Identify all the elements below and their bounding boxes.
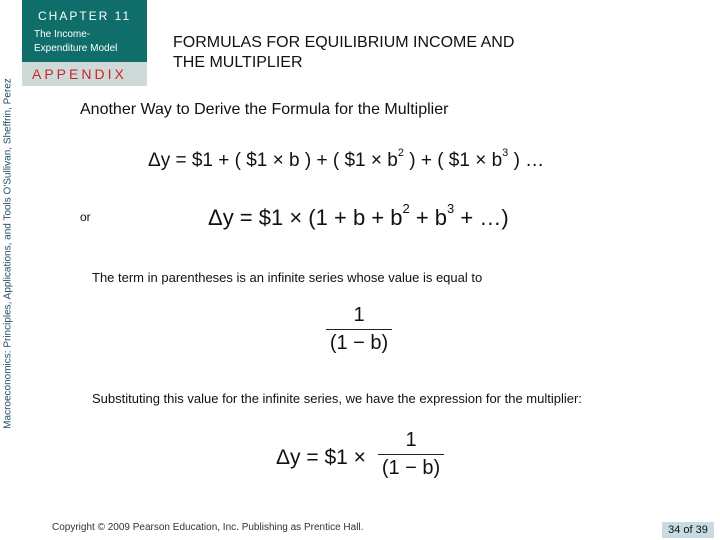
infinite-series-text: The term in parentheses is an infinite series whose value is equal to xyxy=(92,270,483,285)
fraction-numerator: 1 xyxy=(353,304,365,326)
slide-heading: Another Way to Derive the Formula for the Multiplier xyxy=(80,101,449,118)
eq2-part-a: Δy = $1 × (1 + b + b xyxy=(208,205,403,230)
eq1-part-c: ) … xyxy=(508,150,545,171)
fraction-bar xyxy=(326,329,392,330)
book-credit-vertical: Macroeconomics: Principles, Applications, and Tools O'Sullivan, Sheffrin, Perez xyxy=(2,78,14,429)
title-line-1: FORMULAS FOR EQUILIBRIUM INCOME AND xyxy=(173,34,515,51)
eq1-exponent-2: 2 xyxy=(397,147,404,159)
multiplier-fraction-bar xyxy=(378,454,444,455)
eq1-part-a: Δy = $1 + ( $1 × b ) + ( $1 × b xyxy=(148,150,398,171)
substitution-text: Substituting this value for the infinite series, we have the expression for the multiplier: xyxy=(92,391,582,406)
subtitle-line-2: Expenditure Model xyxy=(34,43,118,54)
or-label: or xyxy=(80,210,91,224)
subtitle-line-1: The Income- xyxy=(34,29,91,40)
chapter-label: CHAPTER 11 xyxy=(38,9,132,23)
eq2-part-c: + …) xyxy=(454,205,509,230)
eq1-exponent-3: 3 xyxy=(502,147,509,159)
series-equation xyxy=(148,147,544,172)
eq2-exponent-2: 2 xyxy=(402,201,410,216)
slide-title xyxy=(173,33,514,73)
chapter-subtitle xyxy=(34,28,144,56)
series-value-fraction xyxy=(326,304,392,355)
appendix-label: APPENDIX xyxy=(32,66,127,82)
eq2-exponent-3: 3 xyxy=(447,201,455,216)
multiplier-numerator: 1 xyxy=(405,429,417,451)
eq1-part-b: ) + ( $1 × b xyxy=(403,150,503,171)
eq2-part-b: + b xyxy=(409,205,448,230)
multiplier-denominator: (1 − b) xyxy=(381,457,441,479)
page-number: 34 of 39 xyxy=(662,522,714,538)
fraction-denominator: (1 − b) xyxy=(329,332,389,354)
multiplier-fraction xyxy=(378,429,444,480)
copyright-footer: Copyright © 2009 Pearson Education, Inc. Publishing as Prentice Hall. xyxy=(52,522,364,533)
multiplier-equation-left: Δy = $1 × xyxy=(276,446,366,469)
title-line-2: THE MULTIPLIER xyxy=(173,54,303,71)
factored-equation xyxy=(208,201,509,231)
